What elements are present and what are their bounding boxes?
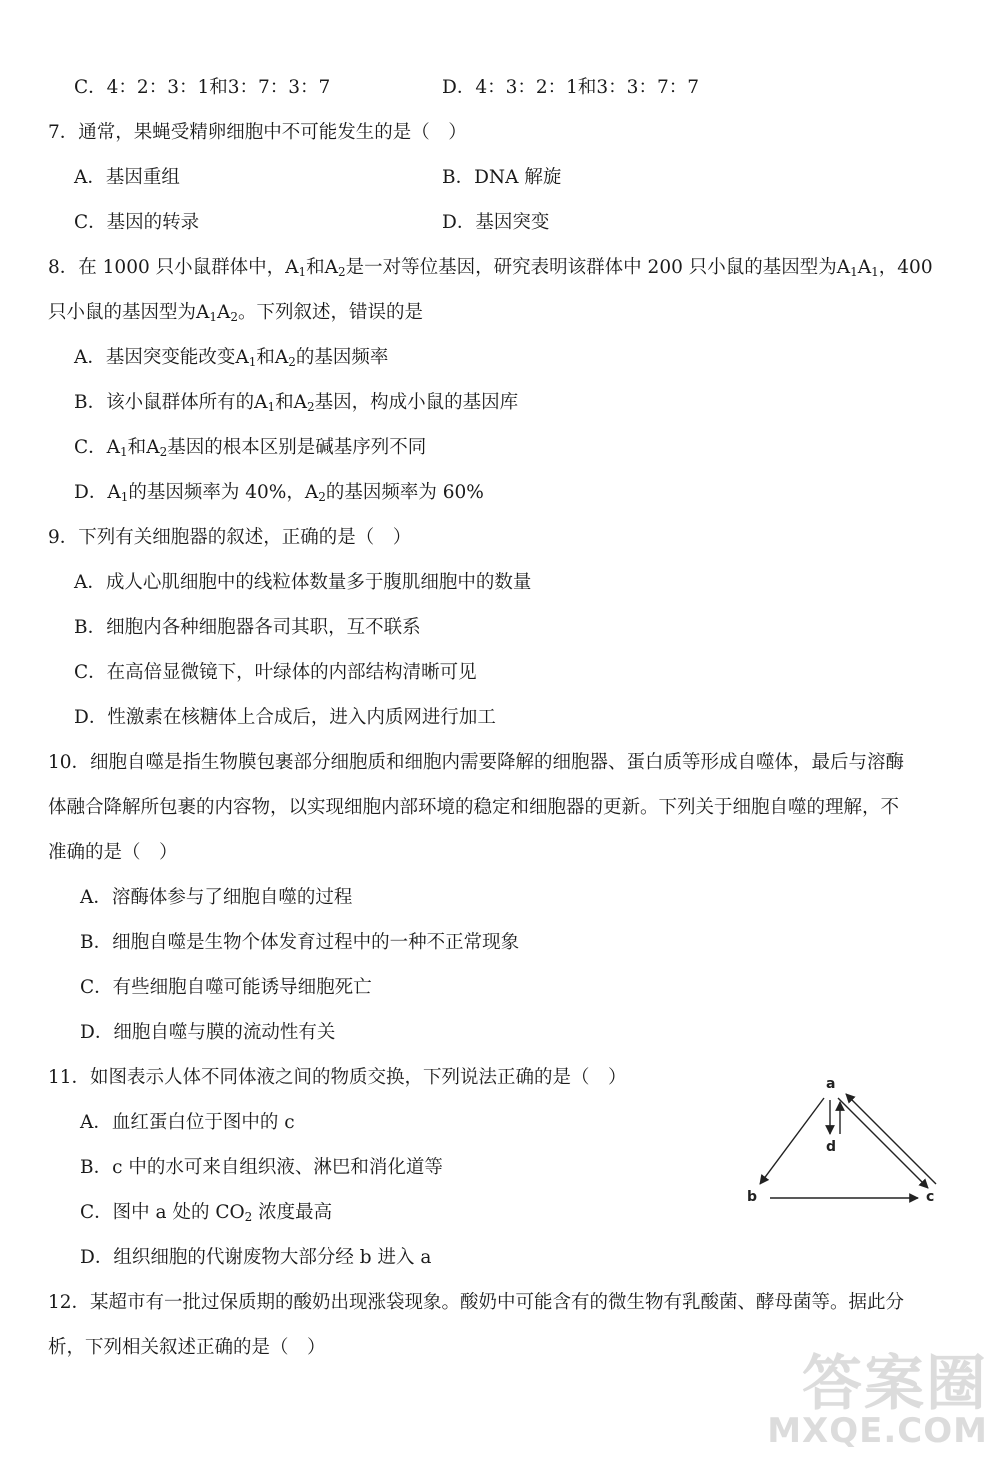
q12-stem-line2: 析，下列相关叙述正确的是（ ） [48,1337,326,1358]
q9-option-d: D．性激素在核糖体上合成后，进入内质网进行加工 [74,707,496,728]
q8-stem-line2: 只小鼠的基因型为$A_1A_2$。下列叙述，错误的是 [48,302,424,324]
node-d-label: d [826,1139,837,1155]
q8-option-b: B．该小鼠群体所有的$A_1$和$A_2$基因，构成小鼠的基因库 [74,392,519,414]
q7-option-a: A．基因重组 [74,167,180,188]
q11-option-c: C．图中 a 处的 $CO_2$ 浓度最高 [80,1202,333,1224]
q7-option-d: D．基因突变 [442,212,550,233]
q10-stem-line2: 体融合降解所包裹的内容物，以实现细胞内部环境的稳定和细胞器的更新。下列关于细胞自噬的理解，不 [48,797,900,818]
q11-option-a: A．血红蛋白位于图中的 c [80,1112,295,1133]
q8-stem-line1: 8．在 1000 只小鼠群体中，$A_1$和$A_2$是一对等位基因，研究表明该群体中 200 只小鼠的基因型为$A_1A_1$，400 [48,257,933,279]
q11-option-d: D．组织细胞的代谢废物大部分经 b 进入 a [80,1247,432,1268]
q6-option-c: C．4：2：3：1和3：7：3：7 [74,77,331,98]
q8-option-d: D．$A_1$的基因频率为 40%，$A_2$的基因频率为 60% [74,482,484,504]
node-b-label: b [747,1189,758,1205]
q7-option-b: B．DNA 解旋 [442,167,562,188]
q9-stem: 9．下列有关细胞器的叙述，正确的是（ ） [48,527,412,548]
q9-option-c: C．在高倍显微镜下，叶绿体的内部结构清晰可见 [74,662,477,683]
q8-option-a: A．基因突变能改变$A_1$和$A_2$的基因频率 [74,347,389,369]
arrow-a-to-b [760,1098,824,1184]
q12-stem-line1: 12．某超市有一批过保质期的酸奶出现涨袋现象。酸奶中可能含有的微生物有乳酸菌、酵母菌等。据此分 [48,1292,905,1313]
node-c-label: c [926,1189,935,1205]
q11-option-b: B．c 中的水可来自组织液、淋巴和消化道等 [80,1157,443,1178]
node-a-label: a [826,1076,836,1092]
q11-stem: 11．如图表示人体不同体液之间的物质交换，下列说法正确的是（ ） [48,1067,627,1088]
q7-stem: 7．通常，果蝇受精卵细胞中不可能发生的是（ ） [48,122,467,143]
q10-stem-line1: 10．细胞自噬是指生物膜包裹部分细胞质和细胞内需要降解的细胞器、蛋白质等形成自噬体，最后与溶酶 [48,752,905,773]
q9-option-a: A．成人心肌细胞中的线粒体数量多于腹肌细胞中的数量 [74,572,532,593]
q6-option-d: D．4：3：2：1和3：3：7：7 [442,77,699,98]
q10-option-b: B．细胞自噬是生物个体发育过程中的一种不正常现象 [80,932,520,953]
body-fluid-diagram [740,1072,950,1212]
watermark-logo: 答案圈 MXQE.COM [767,1349,988,1451]
arrow-a-to-c [838,1098,928,1188]
q10-option-d: D．细胞自噬与膜的流动性有关 [80,1022,336,1043]
q9-option-b: B．细胞内各种细胞器各司其职，互不联系 [74,617,421,638]
q10-option-a: A．溶酶体参与了细胞自噬的过程 [80,887,353,908]
q10-stem-line3: 准确的是（ ） [48,842,178,863]
q7-option-c: C．基因的转录 [74,212,200,233]
q10-option-c: C．有些细胞自噬可能诱导细胞死亡 [80,977,372,998]
arrow-c-to-a [846,1094,936,1184]
q8-option-c: C．$A_1$和$A_2$基因的根本区别是碱基序列不同 [74,437,427,459]
